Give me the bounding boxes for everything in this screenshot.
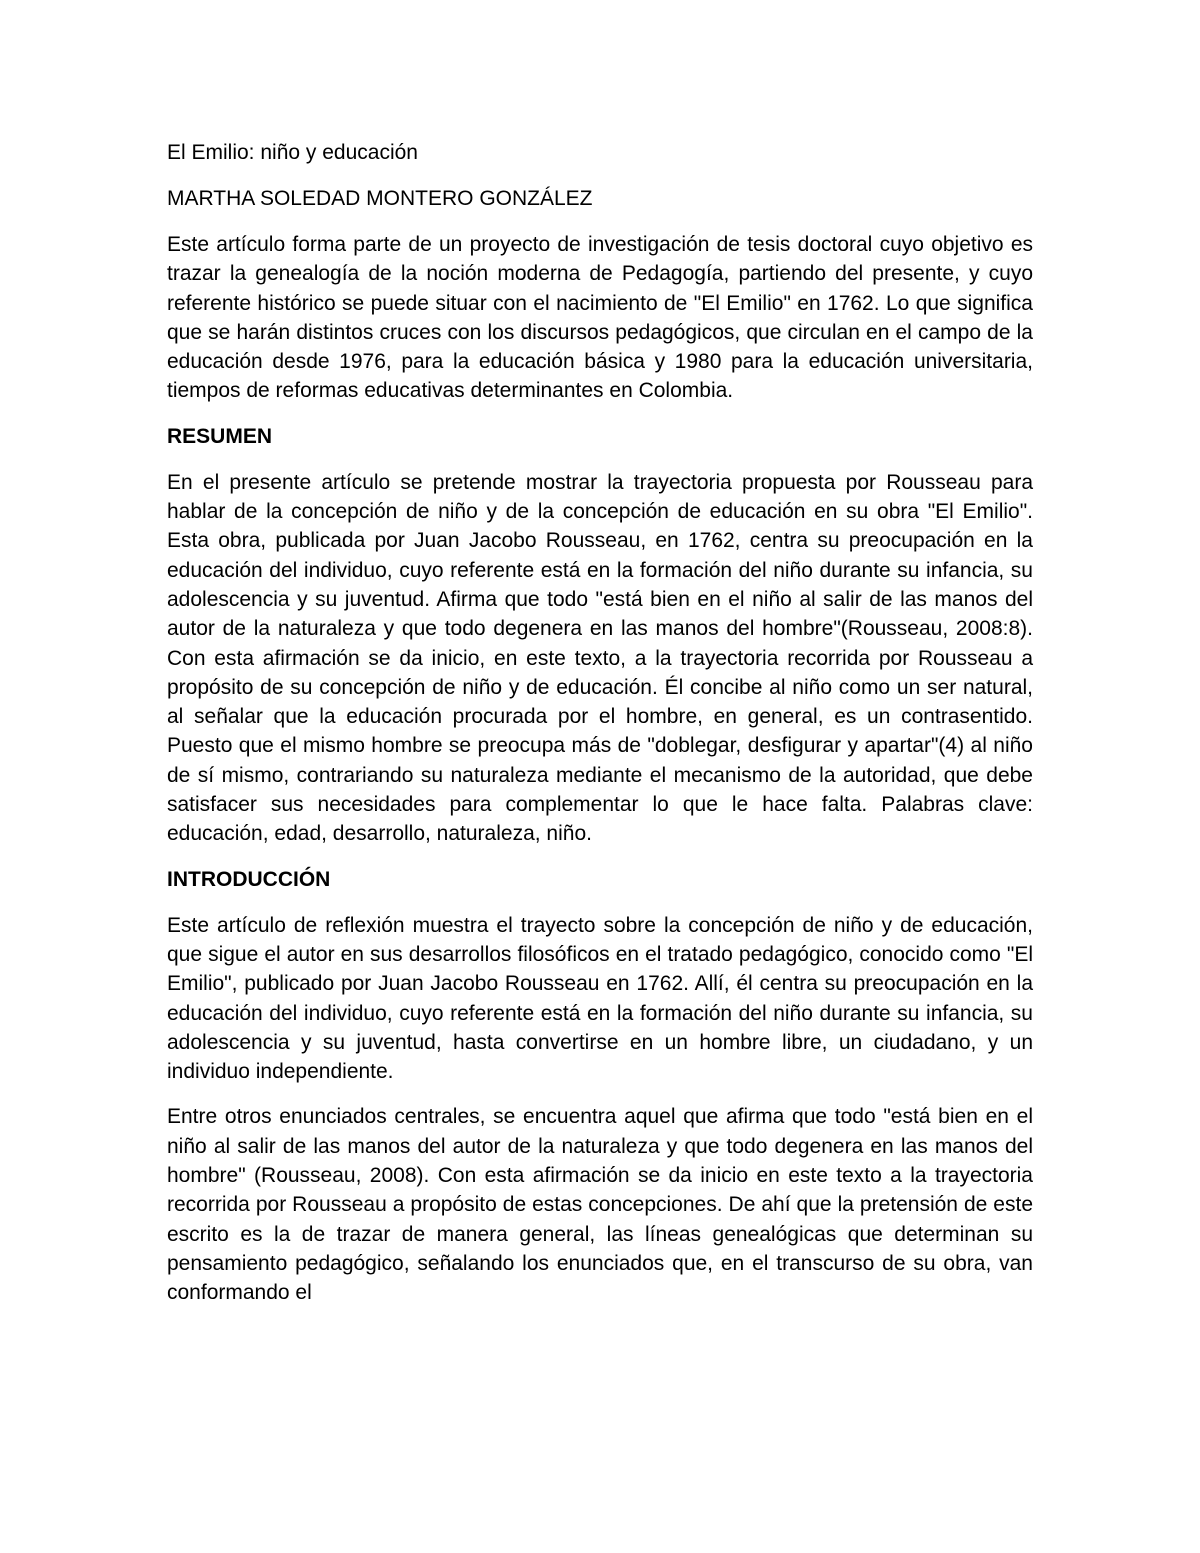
introduction-paragraph: Este artículo de reflexión muestra el trayecto sobre la concepción de niño y de educación, que sigue el autor en sus desarrollos filosóficos en el tratado pedagógico, conocido como "El Emilio", publicado por Juan Jacobo Rousseau en 1762. Allí, él centra su preocupación en la educación del individuo, cuyo referente está en la formación del niño durante su infancia, su adolescencia y su juventud, hasta convertirse en un hombre libre, un ciudadano, y un individuo independiente. — [167, 913, 1033, 1084]
introduction-heading: INTRODUCCIÓN — [167, 867, 331, 891]
document-page — [167, 138, 1033, 1324]
introduction-paragraph: Entre otros enunciados centrales, se encuentra aquel que afirma que todo "está bien en el niño al salir de las manos del autor de la naturaleza y que todo degenera en las manos del hombre" (Rousseau, 2008). Con esta afirmación se da inicio en este texto a la trayectoria recorrida por Rousseau a propósito de estas concepciones. De ahí que la pretensión de este escrito es la de trazar de manera general, las líneas genealógicas que determinan su pensamiento pedagógico, señalando los enunciados que, en el transcurso de su obra, van conformando el — [167, 1105, 1033, 1305]
document-title: El Emilio: niño y educación — [167, 141, 418, 164]
abstract-text: En el presente artículo se pretende mostrar la trayectoria propuesta por Rousseau para hablar de la concepción de niño y de la concepción de educación en su obra "El Emilio". Esta obra, publicada por Juan Jacobo Rousseau, en 1762, centra su preocupación en la educación del individuo, cuyo referente está en la formación del niño durante su infancia, su adolescencia y su juventud. Afirma que todo "está bien en el niño al salir de las manos del autor de la naturaleza y que todo degenera en las manos del hombre"(Rousseau, 2008:8). Con esta afirmación se da inicio, en este texto, a la trayectoria recorrida por Rousseau a propósito de su concepción de niño y de educación. Él concibe al niño como un ser natural, al señalar que la educación procurada por el hombre, en general, es un contrasentido. Puesto que el mismo hombre se preocupa más de "doblegar, desfigurar y apartar"(4) al niño de sí mismo, contrariando su naturaleza mediante el mecanismo de la autoridad, que debe satisfacer sus necesidades para complementar lo que le hace falta. Palabras clave: educación, edad, desarrollo, naturaleza, niño. — [167, 470, 1033, 846]
document-author: MARTHA SOLEDAD MONTERO GONZÁLEZ — [167, 187, 593, 210]
intro-paragraph: Este artículo forma parte de un proyecto de investigación de tesis doctoral cuyo objetivo es trazar la genealogía de la noción moderna de Pedagogía, partiendo del presente, y cuyo referente histórico se puede situar con el nacimiento de "El Emilio" en 1762. Lo que significa que se harán distintos cruces con los discursos pedagógicos, que circulan en el campo de la educación desde 1976, para la educación básica y 1980 para la educación universitaria, tiempos de reformas educativas determinantes en Colombia. — [167, 233, 1033, 403]
abstract-heading: RESUMEN — [167, 424, 273, 448]
